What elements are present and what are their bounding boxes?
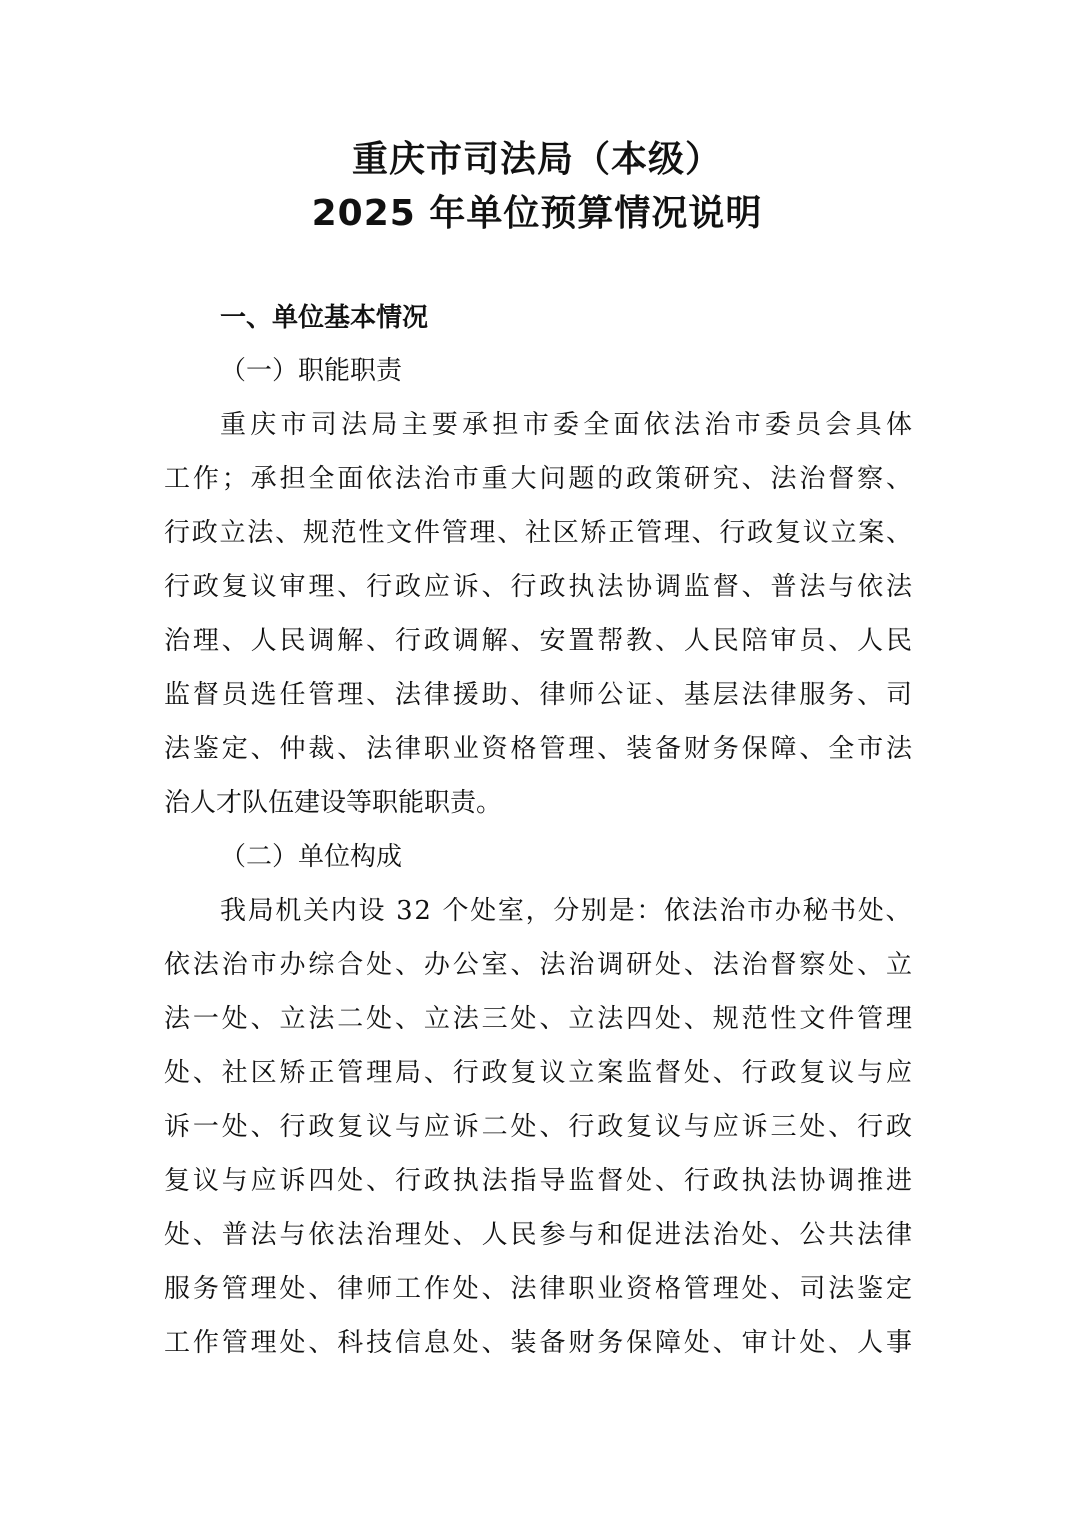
subsection-2-heading: （二）单位构成 [220, 842, 403, 872]
subsection-1-heading: （一）职能职责 [220, 356, 403, 386]
document-title-line-1: 重庆市司法局（本级） [351, 139, 722, 180]
composition-line: 服务管理处、律师工作处、法律职业资格管理处、司法鉴定 [164, 1274, 915, 1304]
duties-line: 法鉴定、仲裁、法律职业资格管理、装备财务保障、全市法 [164, 734, 915, 764]
composition-line: 依法治市办综合处、办公室、法治调研处、法治督察处、立 [164, 950, 915, 980]
composition-line: 法一处、立法二处、立法三处、立法四处、规范性文件管理 [164, 1004, 915, 1034]
composition-line: 我局机关内设 32 个处室，分别是：依法治市办秘书处、 [220, 896, 914, 926]
composition-line: 处、普法与依法治理处、人民参与和促进法治处、公共法律 [164, 1220, 915, 1250]
composition-line: 诉一处、行政复议与应诉二处、行政复议与应诉三处、行政 [164, 1112, 915, 1142]
duties-line: 治人才队伍建设等职能职责。 [164, 788, 503, 818]
duties-line: 治理、人民调解、行政调解、安置帮教、人民陪审员、人民 [164, 626, 915, 656]
composition-line: 处、社区矫正管理局、行政复议立案监督处、行政复议与应 [164, 1058, 915, 1088]
composition-line: 工作管理处、科技信息处、装备财务保障处、审计处、人事 [164, 1328, 915, 1358]
section-1-heading: 一、单位基本情况 [220, 303, 429, 333]
duties-line: 行政立法、规范性文件管理、社区矫正管理、行政复议立案、 [164, 518, 914, 548]
composition-line: 复议与应诉四处、行政执法指导监督处、行政执法协调推进 [164, 1166, 915, 1196]
duties-line: 重庆市司法局主要承担市委全面依法治市委员会具体 [220, 410, 917, 440]
document-title-line-2: 2025 年单位预算情况说明 [311, 193, 763, 234]
duties-line: 监督员选任管理、法律援助、律师公证、基层法律服务、司 [164, 680, 915, 710]
duties-line: 工作；承担全面依法治市重大问题的政策研究、法治督察、 [164, 464, 915, 494]
duties-line: 行政复议审理、行政应诉、行政执法协调监督、普法与依法 [164, 572, 915, 602]
